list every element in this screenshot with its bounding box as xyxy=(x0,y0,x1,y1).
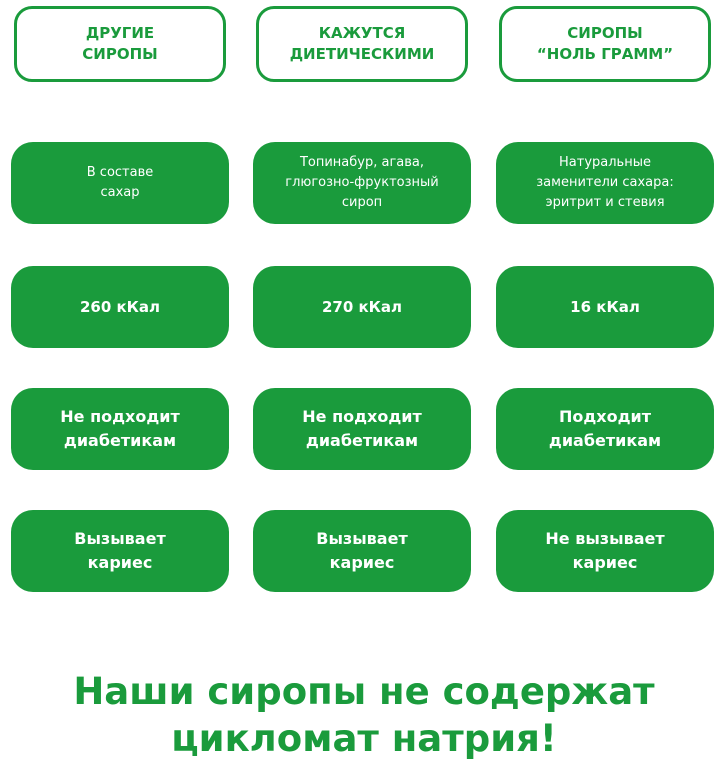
cell-label: 270 кКал xyxy=(321,298,403,316)
cell-label: Натуральные заменители сахара: эритрит и стевия xyxy=(536,155,674,210)
cell-caries-other xyxy=(11,510,229,592)
cell-diabetics-dietary xyxy=(253,388,471,470)
cell-label: 260 кКал xyxy=(79,298,161,316)
cell-diabetics-nol-gramm xyxy=(496,388,714,470)
cell-composition-nol-gramm xyxy=(496,142,714,224)
cell-caries-nol-gramm xyxy=(496,510,714,592)
cell-label: Вызывает кариес xyxy=(316,529,408,572)
cell-calories-nol-gramm xyxy=(496,266,714,348)
cell-caries-dietary xyxy=(253,510,471,592)
cell-label: Не подходит диабетикам xyxy=(302,407,422,450)
cell-calories-other xyxy=(11,266,229,348)
cell-diabetics-other xyxy=(11,388,229,470)
cell-label: В составе сахар xyxy=(86,165,154,200)
header-other-syrups xyxy=(14,6,226,82)
footer-slogan: Наши сиропы не содержат цикломат натрия! xyxy=(73,670,655,760)
cell-label: Не вызывает кариес xyxy=(545,529,665,572)
cell-label: Топинабур, агава, глюгозно-фруктозный сироп xyxy=(285,155,439,210)
cell-label: Подходит диабетикам xyxy=(548,407,662,450)
cell-composition-dietary xyxy=(253,142,471,224)
cell-label: Вызывает кариес xyxy=(74,529,166,572)
header-nol-gramm-syrups xyxy=(499,6,711,82)
cell-composition-other xyxy=(11,142,229,224)
header-seem-dietary xyxy=(256,6,468,82)
header-label: КАЖУТСЯ ДИЕТИЧЕСКИМИ xyxy=(289,24,435,63)
cell-label: Не подходит диабетикам xyxy=(60,407,180,450)
header-label: СИРОПЫ “НОЛЬ ГРАММ” xyxy=(536,24,674,63)
header-label: ДРУГИЕ СИРОПЫ xyxy=(82,24,158,63)
cell-calories-dietary xyxy=(253,266,471,348)
cell-label: 16 кКал xyxy=(570,298,640,316)
